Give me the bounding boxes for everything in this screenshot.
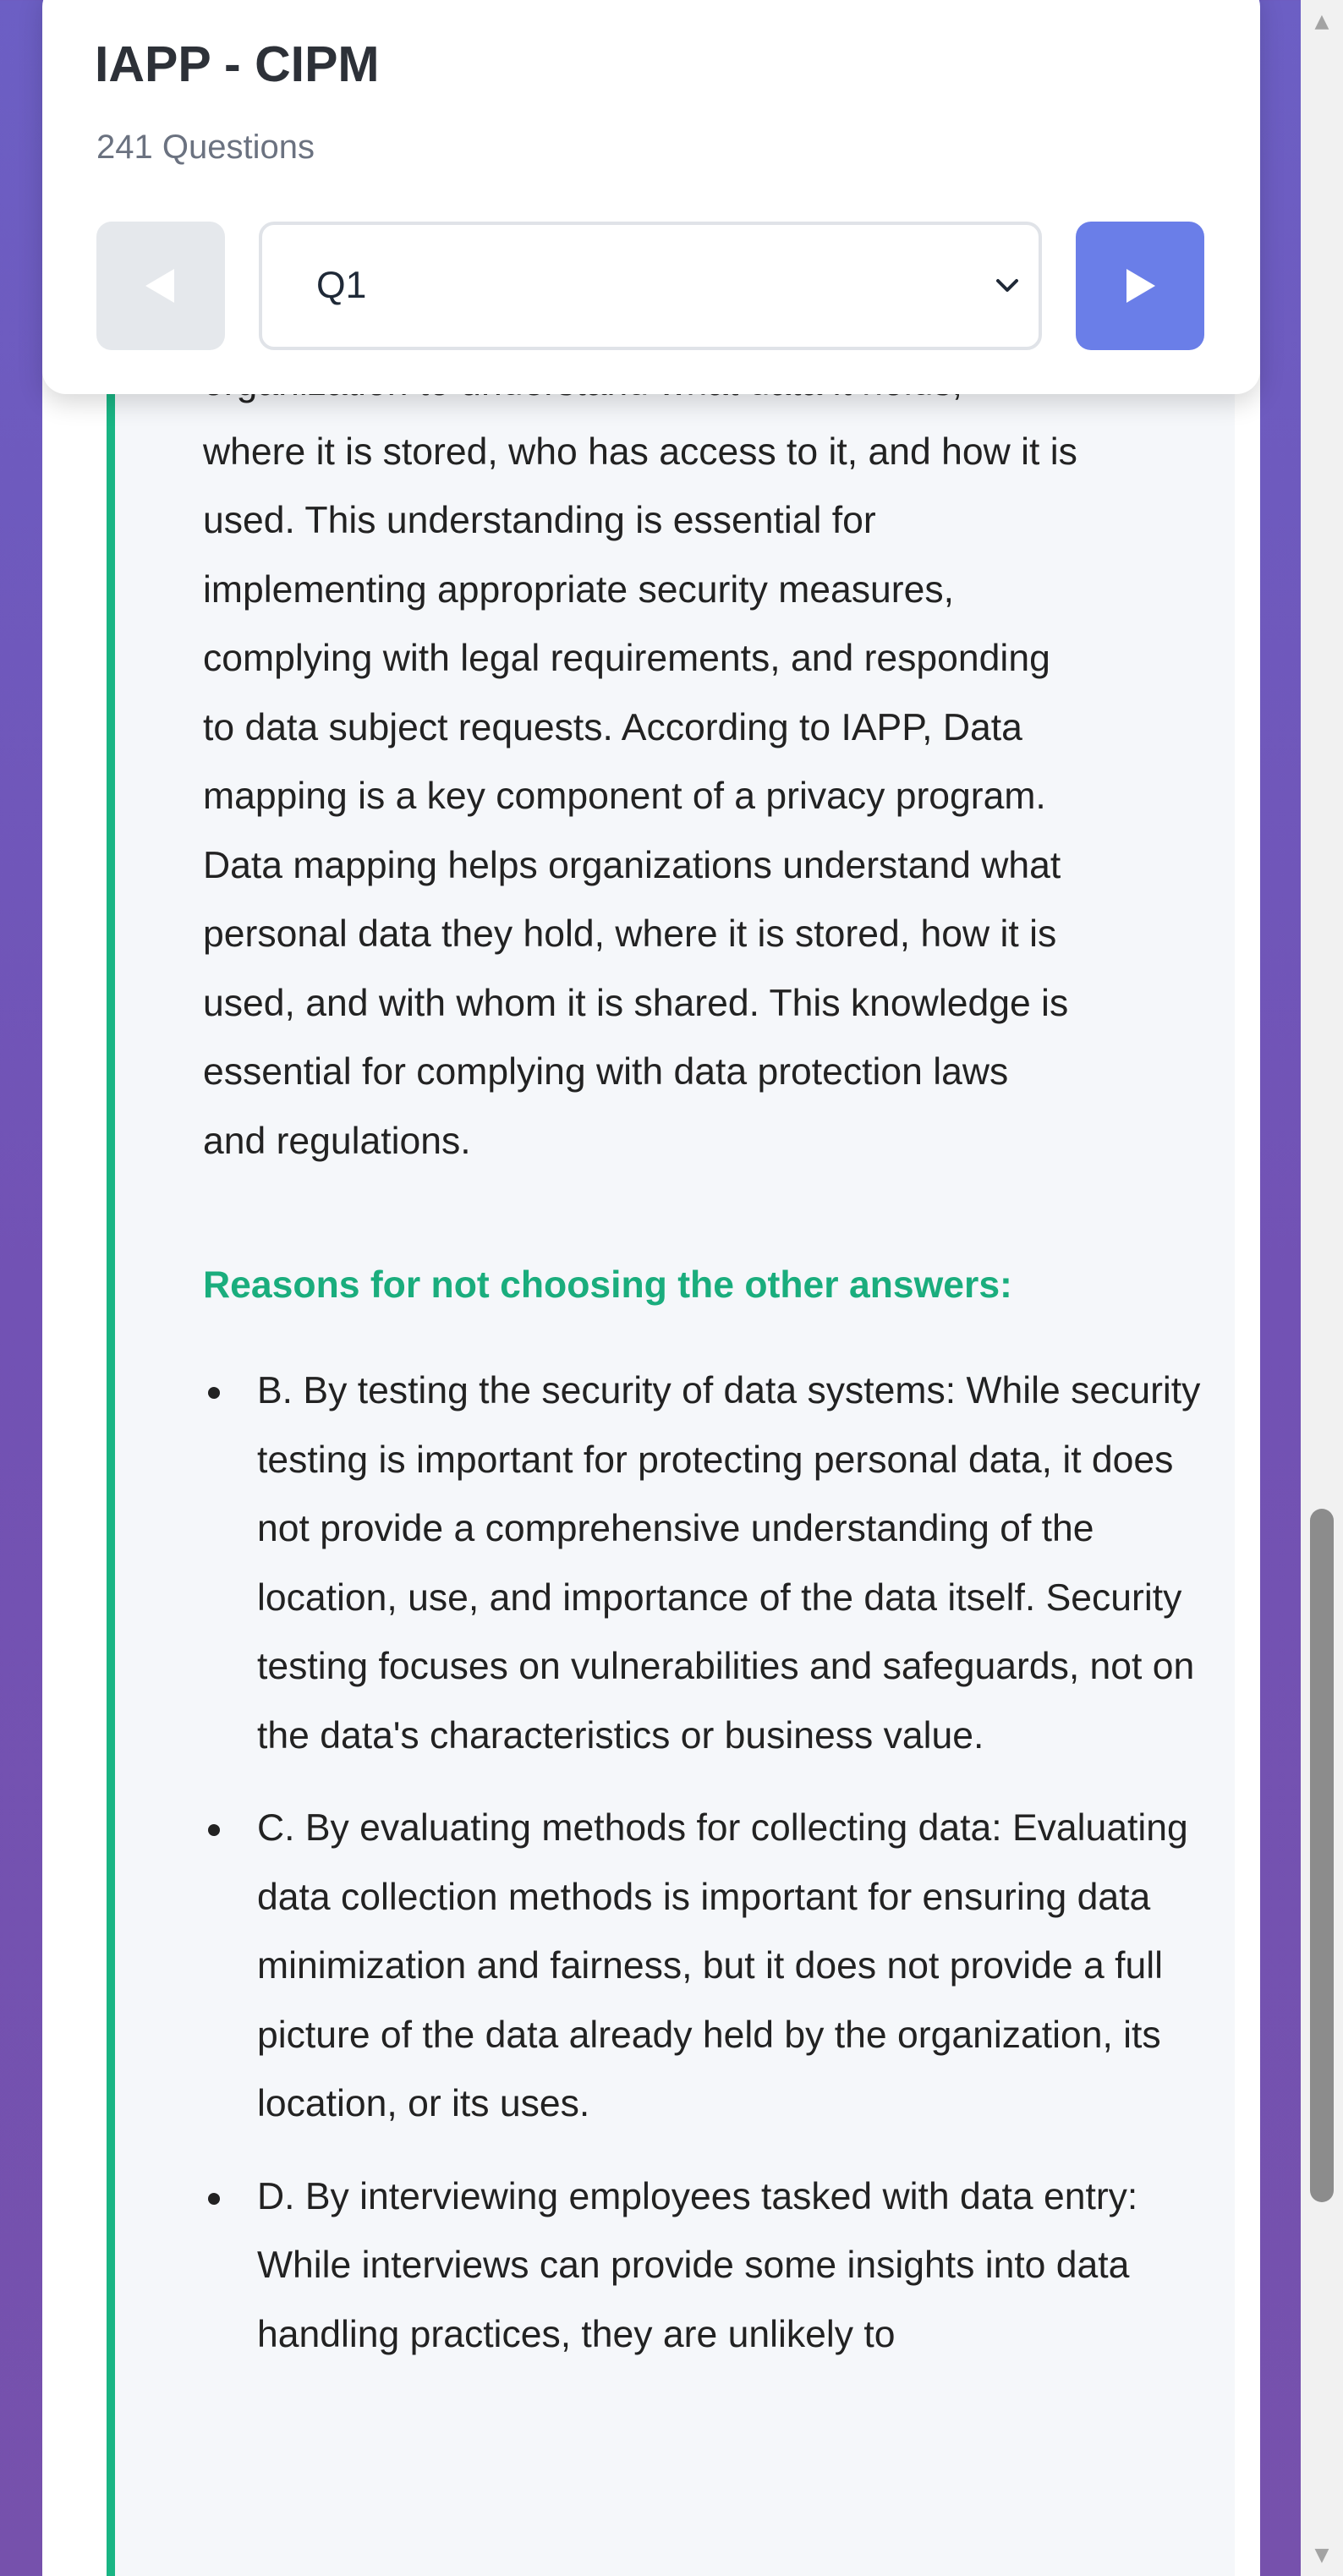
list-item: C. By evaluating methods for collecting data: Evaluating data collection methods is important for ensuring data minimization and fairness, but it does not provide a full picture of the data already held by the organization, its location, or its uses. xyxy=(203,1794,1201,2139)
explanation-line: Data mapping helps organizations understand what xyxy=(203,844,1061,886)
explanation-line: and regulations. xyxy=(203,1120,471,1162)
list-item: B. By testing the security of data systems: While security testing is important for protecting personal data, it does not provide a comprehensive understanding of the location, use, and importance of the data itself. Security testing focuses on vulnerabilities and safeguards, not on the data's characteristics or business value. xyxy=(203,1357,1201,1770)
explanation-text xyxy=(203,348,1201,1176)
explanation-line: complying with legal requirements, and responding xyxy=(203,638,1050,679)
previous-arrow-icon xyxy=(140,266,181,306)
question-select-value: Q1 xyxy=(316,265,367,306)
vertical-scrollbar[interactable] xyxy=(1301,0,1343,2576)
previous-question-button[interactable] xyxy=(96,222,225,350)
next-arrow-icon xyxy=(1120,266,1160,306)
reasons-heading: Reasons for not choosing the other answers: xyxy=(203,1264,1012,1306)
explanation-line: essential for complying with data protection laws xyxy=(203,1051,1009,1093)
question-count: 241 Questions xyxy=(96,129,315,166)
explanation-line: to data subject requests. According to IAPP, Data xyxy=(203,706,1022,748)
scrollbar-thumb[interactable] xyxy=(1310,1509,1334,2202)
explanation-line: used. This understanding is essential for xyxy=(203,500,876,541)
explanation-line: where it is stored, who has access to it, and how it is xyxy=(203,430,1077,473)
list-item: D. By interviewing employees tasked with data entry: While interviews can provide some insights into data handling practices, they are unlikely to xyxy=(203,2162,1201,2370)
question-select[interactable] xyxy=(259,222,1042,350)
explanation-panel xyxy=(107,254,1235,2576)
next-question-button[interactable] xyxy=(1076,222,1204,350)
chevron-down-icon xyxy=(995,277,1020,294)
explanation-line: implementing appropriate security measures, xyxy=(203,568,954,611)
scroll-down-icon[interactable]: ▼ xyxy=(1314,2544,1329,2566)
sticky-header xyxy=(42,0,1260,394)
explanation-line: mapping is a key component of a privacy program. xyxy=(203,776,1046,817)
reasons-list xyxy=(203,1357,1201,2392)
scroll-up-icon[interactable]: ▲ xyxy=(1314,10,1329,32)
explanation-line: used, and with whom it is shared. This knowledge is xyxy=(203,982,1069,1024)
explanation-line: personal data they hold, where it is stored, how it is xyxy=(203,913,1057,955)
page-title: IAPP - CIPM xyxy=(95,36,380,92)
question-content-card xyxy=(42,254,1260,2576)
